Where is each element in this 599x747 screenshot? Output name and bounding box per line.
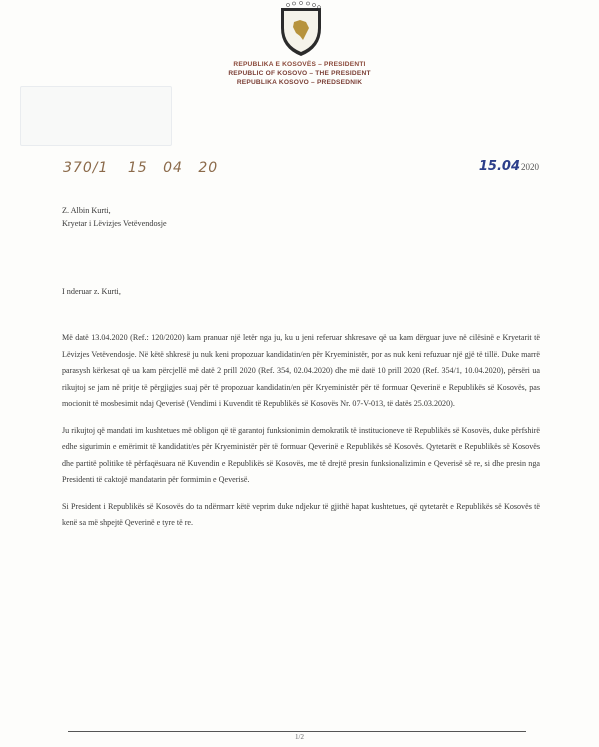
reference-number: 370/1 <box>63 160 109 176</box>
paragraph: Ju rikujtoj që mandati im kushtetues më obligon që të garantoj funksionimin demokratik të institucioneve të Republikës së Kosovës, duke përfshirë edhe sigurimin e emërimit të kandidatit/es për Kryeministër për të formuar Qeverinë e Republikës së Kosovës. Qytetarët e Republikës së Kosovës dhe partitë politike të përfaqësuara në Kuvendin e Republikës së Kosovës, me të drejtë presin funksionalizimin e Qeverisë së re, si dhe presin nga Presidenti të caktojë mandatarin për formimin e Qeverisë. <box>62 425 540 484</box>
reference-month: 04 <box>163 160 183 176</box>
letter-body <box>62 330 540 542</box>
reference-day: 15 <box>127 160 148 176</box>
handwritten-date: 15.04 <box>478 159 520 174</box>
paragraph: Më datë 13.04.2020 (Ref.: 120/2020) kam pranuar një letër nga ju, ku u jeni referuar shkresave që ua kam dërguar juve në cilësinë e Kryetarit të Lëvizjes Vetëvendosje. Në këtë shkresë ju nuk keni propozuar kandidatin/en për Kryeministër, por as nuk keni refuzuar një gjë të tillë. Duke marrë parasysh kërkesat që ua kam përcjellë më datë 2 prill 2020 (Ref. 354, 02.04.2020) dhe më datë 10 prill 2020 (Ref. 354/1, 10.04.2020), përsëri ua rikujtoj se jam në pritje të përgjigjes suaj për të propozuar kandidatin/en për Kryeministër për të formuar Qeverinë e Republikës së Kosovës, pas mocionit të mosbesimit ndaj Qeverisë (Vendimi i Kuvendit të Republikës së Kosovës Nr. 07-V-013, të datës 25.03.2020). <box>62 333 540 408</box>
stamp-area <box>20 86 172 146</box>
addressee-title: Kryetar i Lëvizjes Vetëvendosje <box>62 219 167 228</box>
footer-divider <box>68 731 526 732</box>
addressee-name: Z. Albin Kurti, <box>62 206 111 215</box>
reference-year: 20 <box>198 160 219 176</box>
paragraph: Si President i Republikës së Kosovës do ta ndërmarr këtë veprim duke ndjekur të gjithë hapat kushtetues, që qytetarët e Republikës së Kosovës të kenë sa më shpejtë Qeverinë e tyre të re. <box>62 501 540 527</box>
kosovo-emblem-icon <box>276 0 326 58</box>
letterhead-serbian: REPUBLIKA KOSOVO – PREDSEDNIK <box>236 79 363 86</box>
letter-date <box>479 159 539 174</box>
letterhead-albanian: REPUBLIKA E KOSOVËS – PRESIDENTI <box>233 61 366 68</box>
salutation: I nderuar z. Kurti, <box>62 287 121 296</box>
addressee <box>62 204 167 230</box>
handwritten-reference <box>63 160 232 176</box>
page-number: 1/2 <box>295 733 304 741</box>
date-year: 2020 <box>521 162 539 172</box>
letterhead-english: REPUBLIC OF KOSOVO – THE PRESIDENT <box>228 70 371 77</box>
letterhead <box>0 60 599 87</box>
